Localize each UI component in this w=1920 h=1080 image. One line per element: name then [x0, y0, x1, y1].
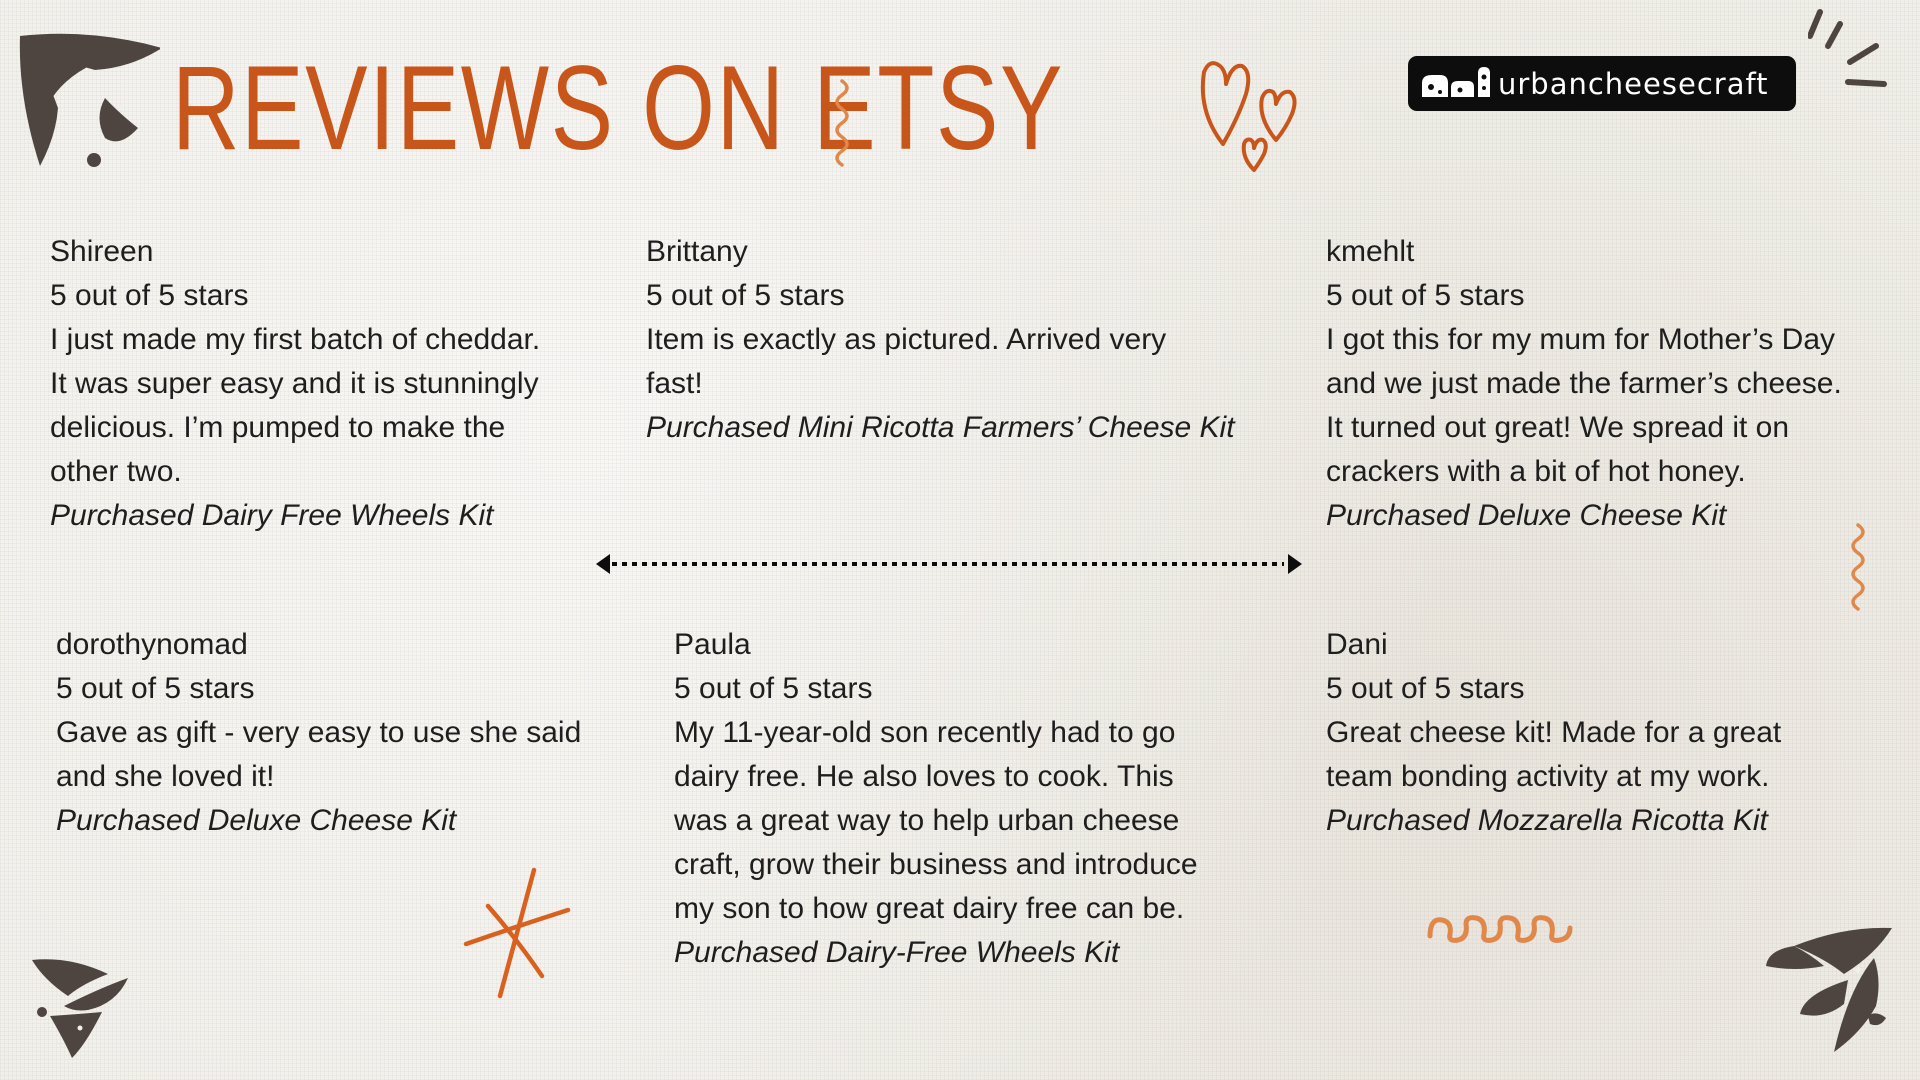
review-text-line: my son to how great dairy free can be. [674, 892, 1185, 925]
review-text-line: I just made my first batch of cheddar. [50, 323, 541, 356]
review-text-line: fast! [646, 367, 703, 400]
leaf-burst-icon [1764, 920, 1894, 1056]
reviewer-name: dorothynomad [56, 628, 248, 661]
review-text-line: Great cheese kit! Made for a great [1326, 716, 1782, 749]
purchased-product: Purchased Mozzarella Ricotta Kit [1326, 804, 1768, 837]
review-text-line: Item is exactly as pictured. Arrived very [646, 323, 1167, 356]
purchased-product: Purchased Dairy-Free Wheels Kit [674, 936, 1120, 969]
rating-text: 5 out of 5 stars [646, 279, 845, 312]
rating-text: 5 out of 5 stars [1326, 279, 1525, 312]
wave-squiggle-icon [1424, 910, 1584, 944]
review-card [646, 230, 1235, 450]
squiggle-icon [1846, 522, 1870, 612]
purchased-product: Purchased Dairy Free Wheels Kit [50, 499, 494, 532]
review-text-line: crackers with a bit of hot honey. [1326, 455, 1746, 488]
review-card [50, 230, 540, 538]
reviewer-name: Dani [1326, 628, 1388, 661]
review-text-line: and we just made the farmer’s cheese. [1326, 367, 1842, 400]
review-text-line: and she loved it! [56, 760, 275, 793]
review-text-line: other two. [50, 455, 182, 488]
reviewer-name: Paula [674, 628, 751, 661]
reviewer-name: kmehlt [1326, 235, 1415, 268]
review-card [1326, 623, 1781, 843]
rating-text: 5 out of 5 stars [50, 279, 249, 312]
page-title: REVIEWS ON ETSY [172, 41, 1064, 175]
reviewer-name: Brittany [646, 235, 748, 268]
brand-badge [1408, 56, 1796, 111]
review-card [56, 623, 581, 843]
rating-text: 5 out of 5 stars [674, 672, 873, 705]
rating-text: 5 out of 5 stars [56, 672, 255, 705]
leaf-burst-icon [30, 954, 130, 1062]
reviewer-name: Shireen [50, 235, 154, 268]
review-text-line: It turned out great! We spread it on [1326, 411, 1790, 444]
purchased-product: Purchased Mini Ricotta Farmers’ Cheese Kit [646, 411, 1235, 444]
review-text-line: My 11-year-old son recently had to go [674, 716, 1176, 749]
review-text-line: craft, grow their business and introduce [674, 848, 1198, 881]
purchased-product: Purchased Deluxe Cheese Kit [56, 804, 457, 837]
review-text-line: Gave as gift - very easy to use she said [56, 716, 582, 749]
review-text-line: team bonding activity at my work. [1326, 760, 1770, 793]
sparkle-lines-icon [1808, 2, 1920, 102]
leaf-burst-icon [10, 28, 160, 178]
review-card [674, 623, 1198, 975]
review-text-line: It was super easy and it is stunningly [50, 367, 539, 400]
cheese-wedge-icon [1418, 63, 1496, 105]
purchased-product: Purchased Deluxe Cheese Kit [1326, 499, 1727, 532]
rating-text: 5 out of 5 stars [1326, 672, 1525, 705]
brand-name: urbancheesecraft [1498, 66, 1769, 101]
hearts-icon [1196, 54, 1330, 174]
double-arrow-icon [594, 548, 1304, 580]
review-text-line: dairy free. He also loves to cook. This [674, 760, 1174, 793]
review-text-line: was a great way to help urban cheese [674, 804, 1180, 837]
asterisk-doodle-icon [458, 864, 574, 1000]
squiggle-icon [830, 78, 854, 168]
review-text-line: delicious. I’m pumped to make the [50, 411, 506, 444]
review-text-line: I got this for my mum for Mother’s Day [1326, 323, 1836, 356]
review-card [1326, 230, 1842, 538]
